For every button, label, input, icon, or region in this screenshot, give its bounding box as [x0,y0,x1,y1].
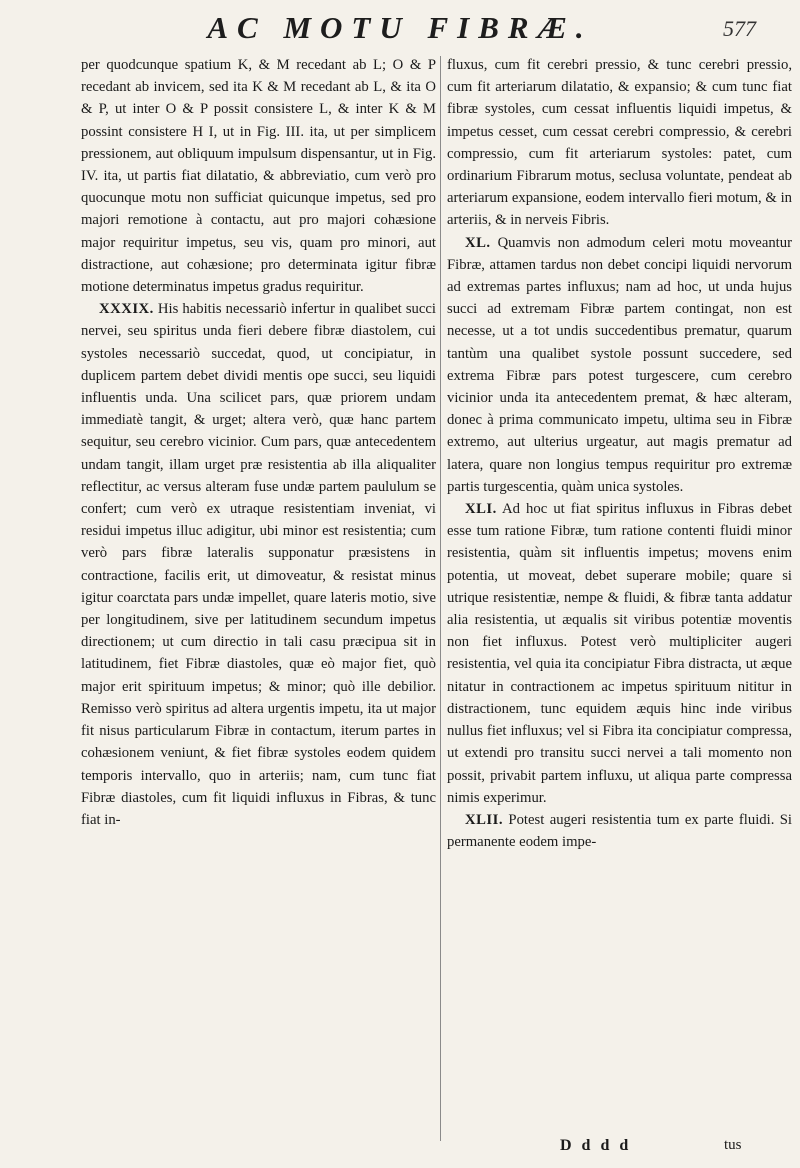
catchword: tus [724,1137,742,1153]
running-title: AC MOTU FIBRÆ. [207,10,593,45]
page-header [0,8,800,48]
section-39 [81,298,436,831]
section-42 [447,809,792,853]
right-paragraph-continuation: fluxus, cum fit cerebri pressio, & tunc cerebri pressio, cum fit arteriarum dilatatio, & expansio; & cum tunc fiat fibræ systoles, cum cessat influentis liquidi impetus, & impetus cesset, cum cessat cerebri compressio, & cerebri compressio, cum fit arteriarum systoles: patet, cum ordinarium Fibrarum motus, seclusa voluntate, pendeat ab arteriarum expansione, eodem intervallo fieri motum, & in arteriis, & in nerveis Fibris. [447,57,792,229]
section-number: XXXIX. [99,301,154,318]
right-column [447,54,792,853]
section-40 [447,232,792,498]
section-number: XL. [465,234,491,251]
section-text: Quamvis non admodum celeri motu moveantur Fibræ, attamen tardus non debet concipi liquidi nervorum ad extremas partes influxus; nam ad hoc, ut unda hujus succi ad extremam Fibræ partem contingat, non est necesse, ut a tot undis succedentibus prematur, quarum tantùm una qualibet systole possunt succedere, sed extrema Fibræ pars potest turgescere, cum cerebro vicinior unda ita antecedentem premat, & hæc alteram, donec à prima communicato impetu, ultima seu in Fibræ extremo, aut ulterius urgeatur, aut magis prematur ad latera, quare non longius tempus requiritur pro extremæ partis turgescentia, quàm unica systoles. [447,234,792,495]
column-divider [440,56,441,1141]
signature-mark: D d d d [560,1137,632,1154]
section-41 [447,498,792,809]
section-text: His habitis necessariò infertur in qualibet succi nervei, seu spiritus unda fieri debere fibræ diastolem, cui systoles necessariò succedat, quod, ut concipiatur, in duplicem partem debet dividi mentis ope succi, seu liquidi influentis unda. Una scilicet pars, quæ priorem undam immediatè tangit, & urget; altera verò, quæ hanc partem sequitur, seu cerebro vicinior. Cum pars, quæ antecedentem undam tangit, illam urget præ resistentia ab illa aliqualiter reflectitur, ac versus alteram fuse undæ partem paululum se confert; cum verò ex utraque resistentiam inveniat, vi residui impetus illuc adigitur, ubi minor est resistentia; cum verò pars fibræ lateralis supponatur præsistens in contractione, facilis erit, ut dimoveatur, & resistat minus igitur coarctata pars undæ impellet, quare lateris motio, sive per longitudinem, sive per latitudinem secundum impetus directionem; ut cum directio in tali casu præcipua sit in latitudinem, fiet Fibræ diastoles, quæ eò major fiet, quò major erit spirituum impetus; & minor; quò ille debilior. Remisso verò spiritus ad altera urgentis impetu, ita ut major fit nisus particularum Fibræ in contactum, iterum partes in cohæsionem veniunt, & fiet fibræ systoles eodem quidem temporis intervallo, quo in arteriis; nam, cum tunc fiat Fibræ diastoles, cum fit liquidi influxus in Fibras, & tunc fiat in- [81,301,436,828]
left-paragraph-continuation: per quodcunque spatium K, & M recedant ab L; O & P recedant ab invicem, sed ita K & M recedant ab L, & ita O & P, ut inter O & P possit consistere L, & inter K & M possint consistere H I, ut in Fig. III. ita, ut per simplicem pressionem, aut obliquum impulsum dispensantur, ut in Fig. IV. ita, ut partis fiat dilatatio, & abbreviatio, cum verò pro quocunque motu non sufficiat quicunque impetus, sed pro majori remotione à contactu, aut pro majori cohæsione major requiritur impetus, seu vis, quam pro minori, aut distractione, aut cohæsione; pro determinata igitur fibræ motione determinatus impetus gradus requiritur. [81,57,436,296]
section-text: Ad hoc ut fiat spiritus influxus in Fibras debet esse tum ratione Fibræ, tum ratione contenti fluidi minor resistentia, quàm sit influentis impetus; movens enim potentia, ut moveat, debet superare mobile; quare si utrique resistentiæ, nempe & fluidi, & fibræ tanta addatur alia resistentia, ut æqualis sit viribus potentiæ moventis non fiet influxus. Potest verò multipliciter augeri resistentia, vel quia ita concipiatur Fibra distracta, ut æque nitatur in contractionem ac impetus spirituum nititur in distractionem, tunc equidem æquis hinc inde viribus nullus fiet influxus; vel si Fibra ita concipiatur compressa, ut extendi pro transitu succi nervei a tali momento non possit, privabit partem influxu, ut aliqua parte compressa nimis experimur. [447,501,792,806]
section-number: XLII. [465,811,504,828]
section-text: Potest augeri resistentia tum ex parte fluidi. Si permanente eodem impe- [447,811,793,851]
section-number: XLI. [465,501,497,518]
left-column [81,54,436,831]
page-number: 577 [723,16,756,41]
